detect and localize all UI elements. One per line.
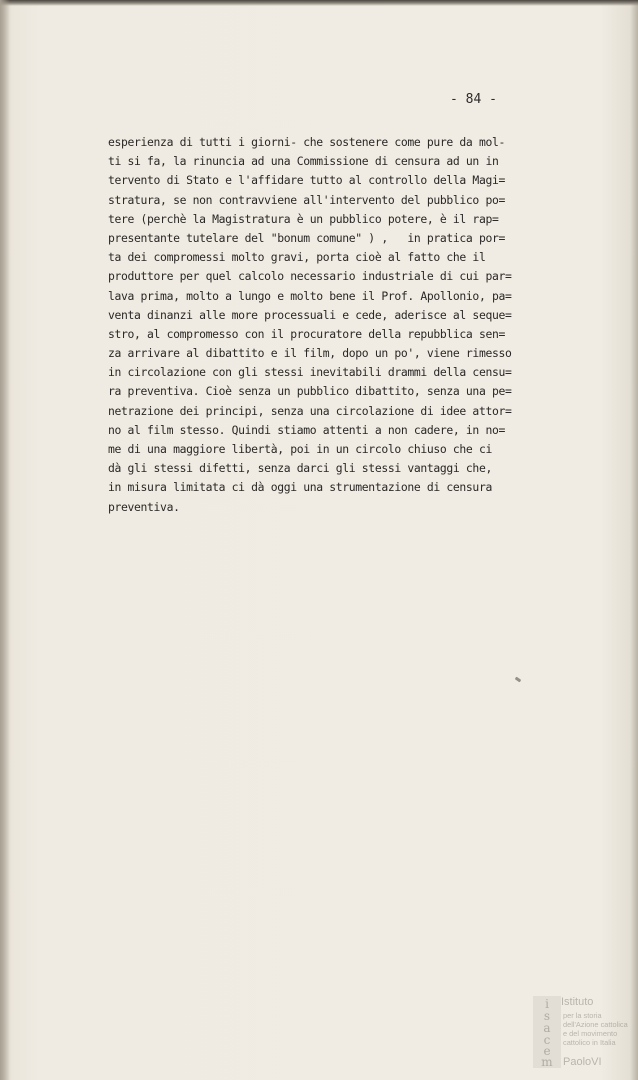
text-line: presentante tutelare del "bonum comune" ) , in pratica por= [108, 230, 505, 245]
archive-watermark [533, 996, 633, 1070]
svg-text:i: i [545, 997, 549, 1011]
text-line: in misura limitata ci dà oggi una strumentazione di censura [108, 480, 492, 495]
text-line: tere (perchè la Magistratura è un pubblico potere, è il rap= [108, 211, 499, 226]
text-line: esperienza di tutti i giorni- che sostenere come pure da mol- [108, 135, 505, 149]
text-line: ti si fa, la rinuncia ad una Commissione di censura ad un in [108, 154, 499, 169]
svg-text:c: c [543, 1033, 551, 1047]
watermark-line: dell'Azione cattolica [563, 1020, 628, 1029]
text-line: stratura, se non contravviene all'intervento del pubblico po= [108, 192, 505, 207]
watermark-line: per la storia [563, 1011, 602, 1020]
text-line: stro, al compromesso con il procuratore della repubblica sen= [108, 326, 505, 341]
text-line: lava prima, molto a lungo e molto bene il Prof. Apollonio, pa= [108, 288, 512, 303]
text-line: dà gli stessi difetti, senza darci gli stessi vantaggi che, [108, 461, 492, 476]
text-line: za arrivare al dibattito e il film, dopo un po', viene rimesso [108, 346, 512, 361]
watermark-line: cattolico in Italia [563, 1038, 616, 1047]
svg-text:m: m [541, 1055, 553, 1068]
text-line: me di una maggiore libertà, poi in un circolo chiuso che ci [108, 442, 492, 456]
text-line: ra preventiva. Cioè senza un pubblico dibattito, senza una pe= [108, 384, 512, 399]
text-line: tervento di Stato e l'affidare tutto al controllo della Magi= [108, 173, 505, 188]
page-left-edge [0, 0, 10, 1080]
isacem-logo-icon [533, 996, 561, 1068]
text-line: produttore per quel calcolo necessario industriale di cui par= [108, 269, 512, 284]
paper-speck [515, 677, 522, 683]
watermark-name: PaoloVI [563, 1056, 602, 1068]
svg-text:a: a [543, 1021, 551, 1035]
body-text [108, 133, 608, 517]
svg-text:e: e [543, 1044, 551, 1058]
watermark-line: e del movimento [563, 1029, 618, 1038]
text-line: ta dei compromessi molto gravi, porta cioè al fatto che il [108, 250, 486, 265]
watermark-title: Istituto [561, 996, 594, 1008]
page-number: - 84 - [450, 92, 497, 107]
text-line: no al film stesso. Quindi stiamo attenti a non cadere, in no= [108, 422, 505, 437]
text-line: netrazione dei principi, senza una circolazione di idee attor= [108, 403, 512, 418]
page-top-edge [0, 0, 638, 6]
svg-text:s: s [543, 1009, 551, 1023]
text-line: preventiva. [108, 499, 180, 514]
text-line: venta dinanzi alle more processuali e cede, aderisce al seque= [108, 307, 512, 322]
text-line: in circolazione con gli stessi inevitabili drammi della censu= [108, 365, 512, 380]
